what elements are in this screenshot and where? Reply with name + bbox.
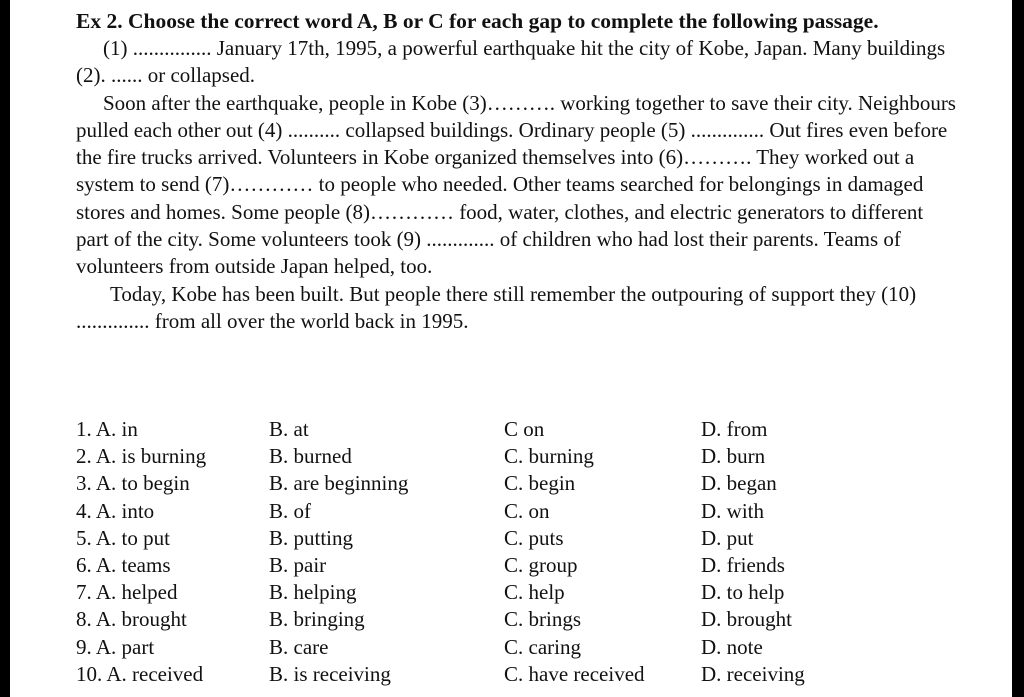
option-b: B. helping	[269, 580, 357, 605]
option-row	[76, 498, 956, 525]
option-d: D. note	[701, 634, 763, 659]
paragraph-2: Soon after the earthquake, people in Kobe (3)………. working together to save their city. Neighbours pulled each other out (4) .......... collapsed buildings. Ordinary people (5) .............. Out fires even before the fire trucks arrived. Volunteers in Kobe organized themselves into (6)………. They worked out a system to send (7)………… to people who needed. Other teams searched for belongings in damaged stores and homes. Some people (8)………… food, water, clothes, and electric generators to different part of the city. Some volunteers took (9) ............. of children who had lost their parents. Teams of volunteers from outside Japan helped, too.	[76, 90, 956, 279]
exercise-passage	[76, 8, 956, 335]
option-d: D. to help	[701, 580, 785, 605]
option-b: B. pair	[269, 552, 327, 577]
option-c: C. have received	[504, 661, 645, 686]
option-a: 1. A. in	[76, 417, 138, 441]
option-b: B. at	[269, 417, 309, 441]
option-b: B. burned	[269, 444, 352, 469]
option-a: 10. A. received	[76, 661, 204, 686]
option-b: B. of	[269, 498, 311, 523]
option-row	[76, 416, 956, 443]
option-b: B. bringing	[269, 607, 365, 632]
option-d: D. began	[701, 471, 777, 496]
option-a: 7. A. helped	[76, 580, 178, 605]
option-a: 2. A. is burning	[76, 444, 207, 469]
option-b: B. is receiving	[269, 661, 391, 686]
option-b: B. care	[269, 634, 329, 659]
option-c: C. on	[504, 498, 550, 523]
option-d: D. friends	[701, 552, 785, 577]
option-a: 6. A. teams	[76, 552, 171, 577]
option-c: C. begin	[504, 471, 576, 496]
option-d: D. brought	[701, 607, 792, 632]
option-c: C. help	[504, 580, 565, 605]
option-row	[76, 470, 956, 497]
option-a: 9. A. part	[76, 634, 155, 659]
option-a: 3. A. to begin	[76, 471, 190, 496]
worksheet-page	[10, 0, 1012, 697]
option-c: C. brings	[504, 607, 582, 632]
option-d: D. put	[701, 525, 754, 550]
option-b: B. are beginning	[269, 471, 409, 496]
option-row	[76, 606, 956, 633]
option-row	[76, 579, 956, 606]
option-b: B. putting	[269, 525, 354, 550]
option-a: 5. A. to put	[76, 525, 170, 550]
option-d: D. with	[701, 498, 764, 523]
option-a: 4. A. into	[76, 498, 155, 523]
option-row	[76, 634, 956, 661]
option-a: 8. A. brought	[76, 607, 187, 632]
option-row	[76, 525, 956, 552]
option-d: D. receiving	[701, 661, 805, 686]
option-row	[76, 552, 956, 579]
option-row	[76, 443, 956, 470]
exercise-title: Ex 2. Choose the correct word A, B or C for each gap to complete the following passage.	[76, 9, 879, 33]
option-c: C. burning	[504, 444, 594, 469]
option-c: C. puts	[504, 525, 564, 550]
paragraph-3: Today, Kobe has been built. But people there still remember the outpouring of support they (10) .............. from all over the world back in 1995.	[76, 281, 917, 333]
option-d: D. burn	[701, 444, 766, 469]
option-c: C. caring	[504, 634, 581, 659]
answer-options	[76, 416, 956, 688]
option-c: C on	[504, 417, 545, 441]
option-c: C. group	[504, 552, 578, 577]
option-row	[76, 661, 956, 688]
paragraph-1: (1) ............... January 17th, 1995, a powerful earthquake hit the city of Kobe, Japan. Many buildings (2). ...... or collapsed.	[76, 36, 946, 88]
option-d: D. from	[701, 417, 768, 441]
